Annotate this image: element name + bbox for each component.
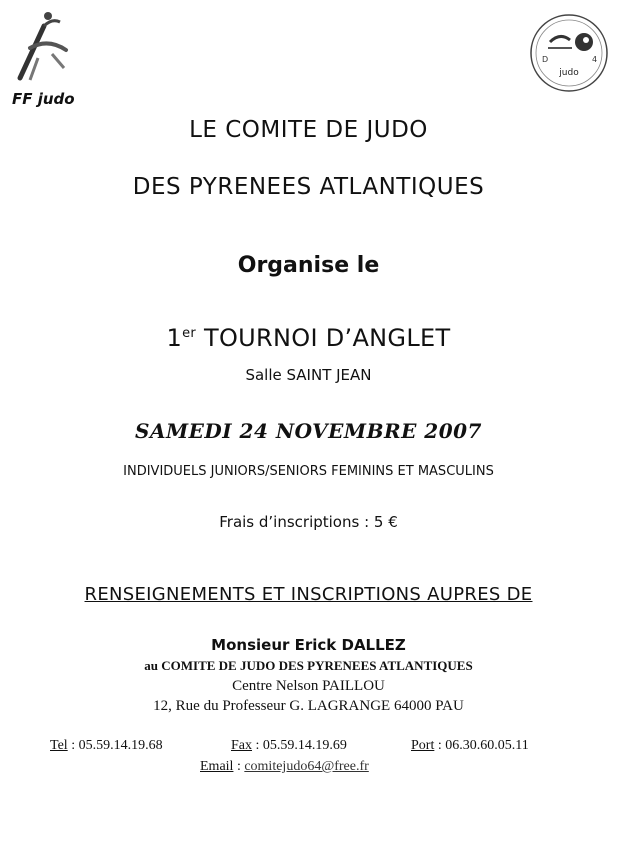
contact-address: 12, Rue du Professeur G. LAGRANGE 64000 PAU [153,698,464,714]
contact-name: Monsieur Erick DALLEZ [211,636,406,654]
title-line-1: LE COMITE DE JUDO [189,117,428,143]
info-heading: RENSEIGNEMENTS ET INSCRIPTIONS AUPRES DE [84,584,533,605]
email-link[interactable]: comitejudo64@free.fr [244,759,369,774]
comite-judo-64-logo [528,12,610,94]
ff-judo-text: FF judo [12,90,75,108]
categories: INDIVIDUELS JUNIORS/SENIORS FEMININS ET MASCULINS [123,464,494,479]
fax-line [231,738,347,754]
email-label: Email [200,759,234,774]
port-label: Port [411,738,435,753]
tel-line [50,738,163,754]
svg-text:D: D [542,55,549,64]
ff-judo-logo [8,8,88,108]
tel-value: : 05.59.14.19.68 [67,738,163,753]
event-date: SAMEDI 24 NOVEMBRE 2007 [135,419,482,443]
tournament-ordinal: 1 [166,324,183,352]
fax-value: : 05.59.14.19.69 [252,738,347,753]
fax-label: Fax [231,738,252,753]
contact-organisation: au COMITE DE JUDO DES PYRENEES ATLANTIQUES [144,658,473,673]
organise-text: Organise le [237,253,380,278]
tournament-name: TOURNOI D’ANGLET [196,324,451,352]
tel-label: Tel [50,738,68,753]
registration-fee: Frais d’inscriptions : 5 € [219,513,398,531]
svg-text:4: 4 [592,55,598,64]
email-line [200,759,369,775]
tournament-title [0,324,617,352]
title-line-2: DES PYRENEES ATLANTIQUES [132,174,485,200]
comite-seal-icon [528,12,610,94]
judoka-icon [8,8,88,88]
port-value: : 06.30.60.05.11 [434,738,529,753]
logo-judo-text: judo [559,68,579,78]
venue: Salle SAINT JEAN [245,366,372,384]
tournament-ordinal-suffix: er [182,326,197,341]
email-separator: : [233,759,245,774]
contact-center: Centre Nelson PAILLOU [232,678,385,694]
port-line [411,738,529,754]
